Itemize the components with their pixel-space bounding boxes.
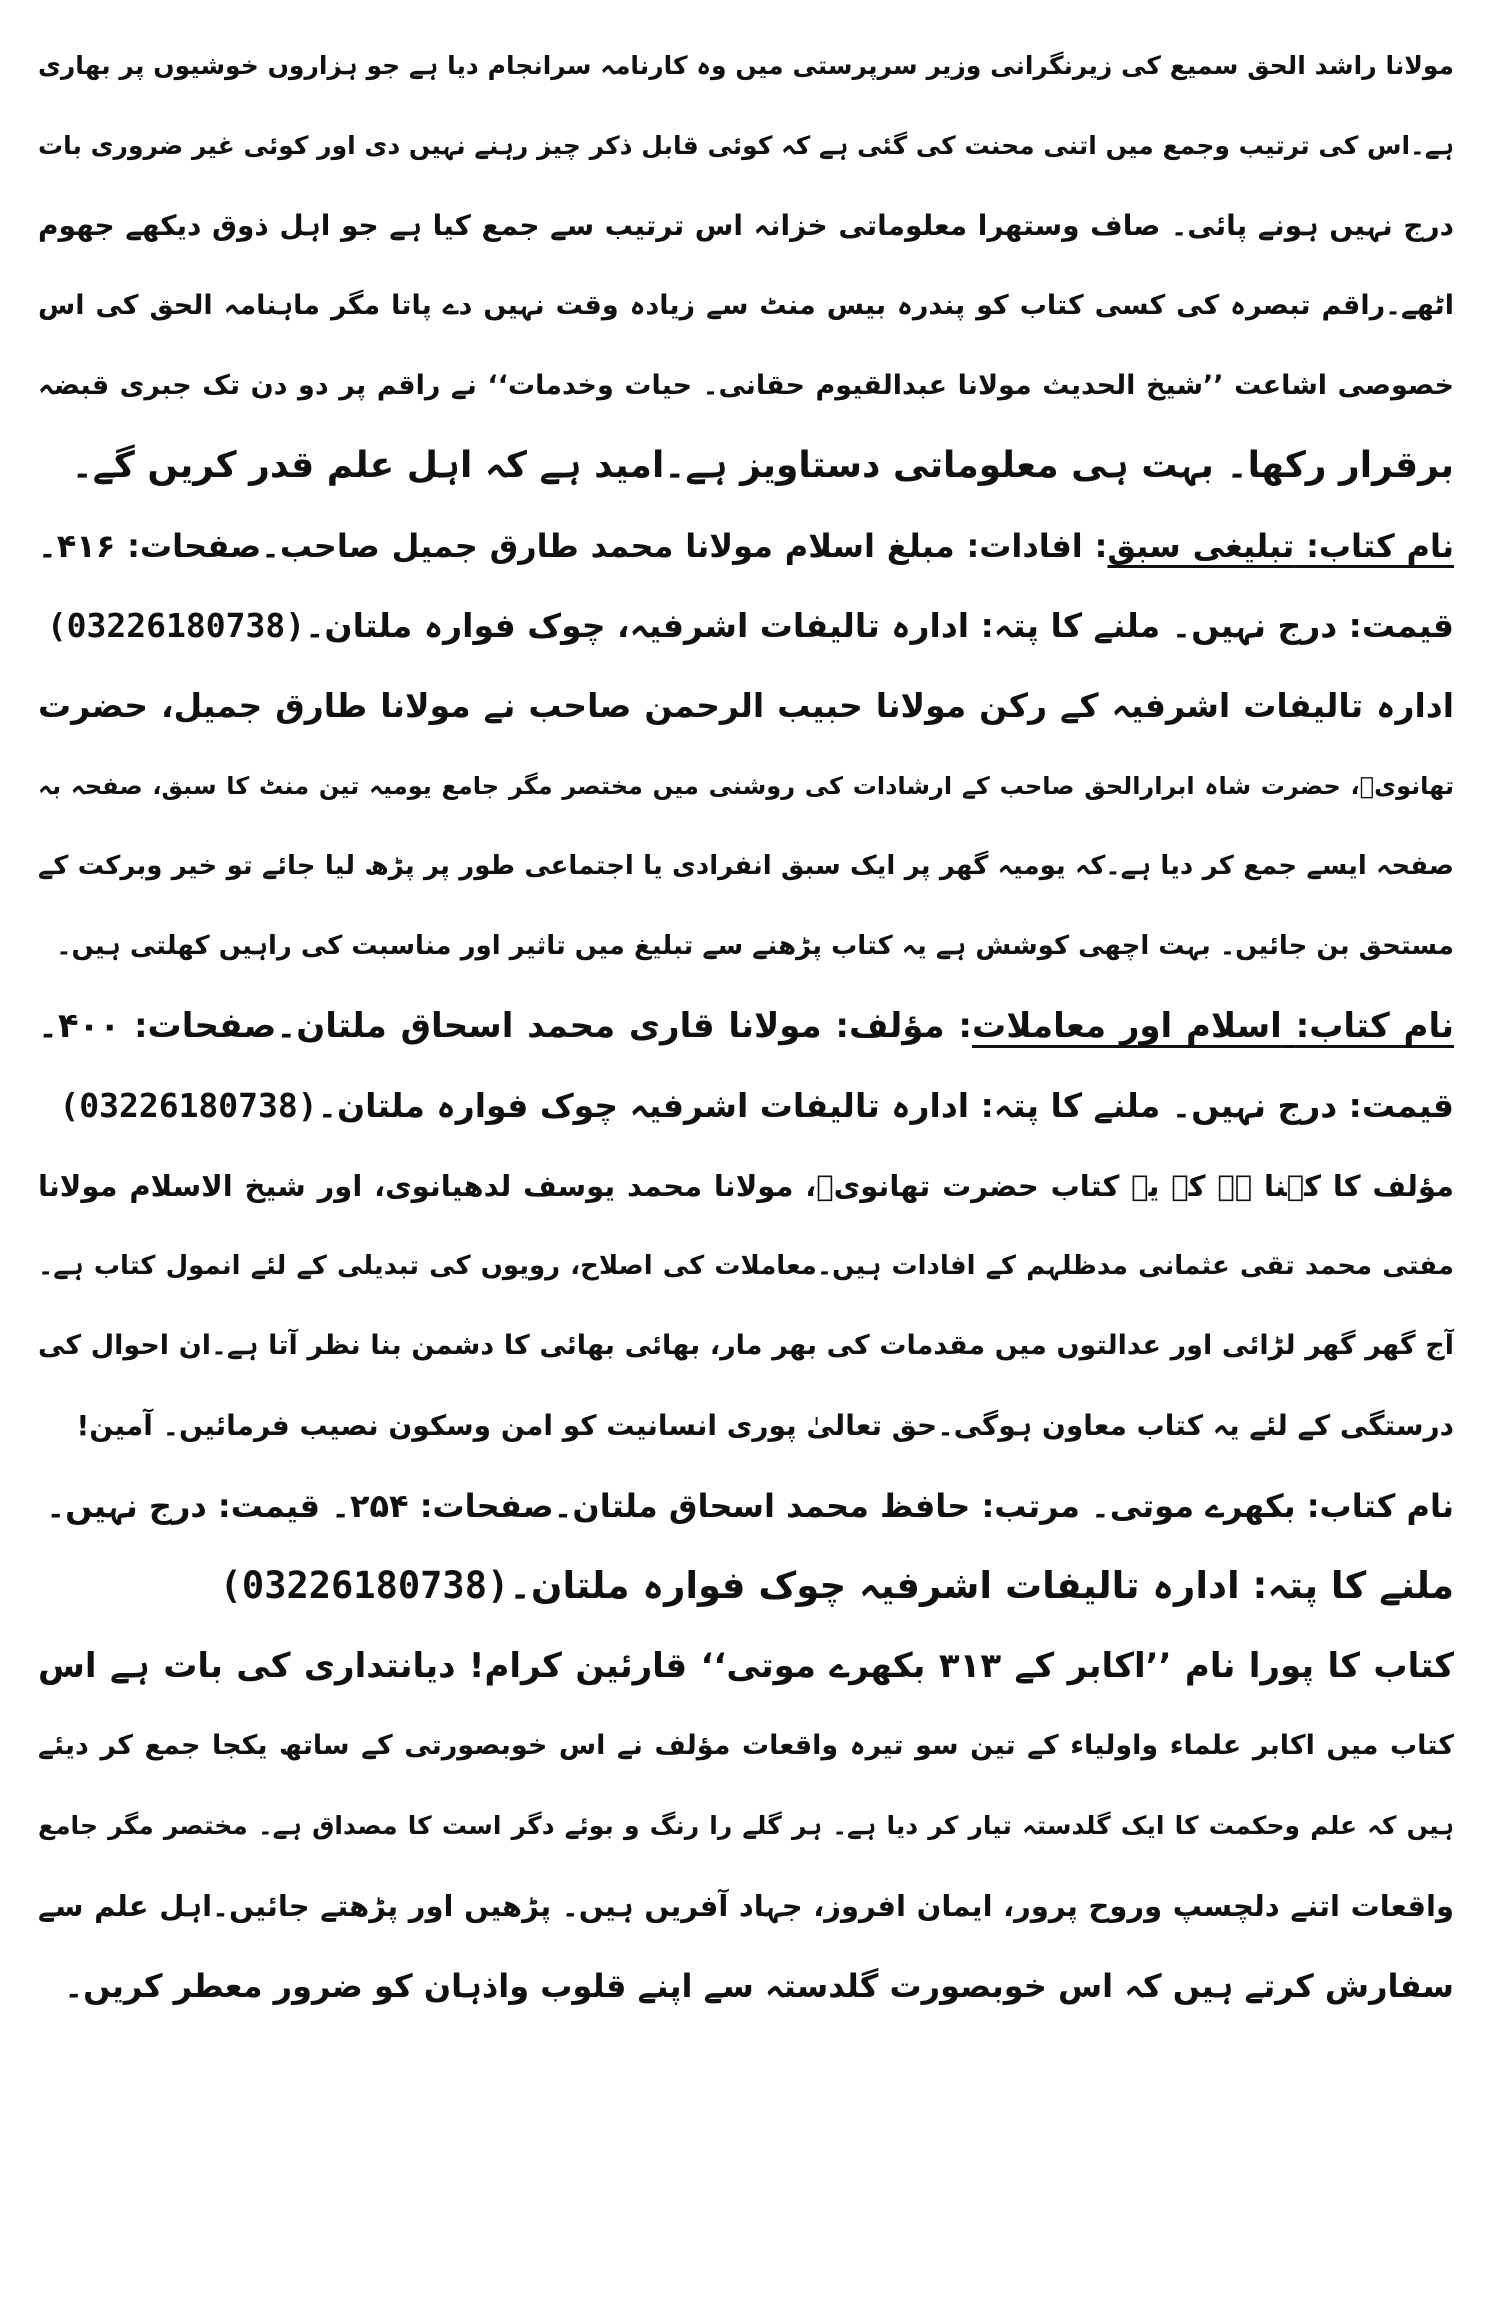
paragraph-line: درج نہیں ہونے پائی۔ صاف وستھرا معلوماتی خزانہ اس ترتیب سے جمع کیا ہے جو اہل ذوق دیکھے جھوم (38, 209, 1454, 242)
review-alhaq-special-issue (38, 26, 1454, 506)
book-name: تبلیغی سبق (1107, 527, 1295, 565)
phone-number: (03226180738) (59, 1086, 318, 1125)
book-price-address: قیمت: درج نہیں۔ ملنے کا پتہ: ادارہ تالیفات اشرفیہ، چوک فوارہ ملتان۔ (305, 606, 1454, 645)
paragraph-line: برقرار رکھا۔ بہت ہی معلوماتی دستاویز ہے۔امید ہے کہ اہل علم قدر کریں گے۔ (71, 445, 1454, 486)
paragraph-line: سفارش کرتے ہیں کہ اس خوبصورت گلدستہ سے اپنے قلوب واذہان کو ضرور معطر کریں۔ (64, 1967, 1454, 2005)
book-details: : افادات: مبلغ اسلام مولانا محمد طارق جمیل صاحب۔صفحات: ۴۱۶۔ (38, 527, 1108, 565)
phone-number: (03226180738) (219, 1564, 510, 1607)
paragraph-line: تھانویؒ، حضرت شاہ ابرارالحق صاحب کے ارشادات کی روشنی میں مختصر مگر جامع یومیہ تین منٹ کا سبق، صفحہ بہ (38, 772, 1454, 800)
book-title-line (38, 986, 1454, 1066)
book-title-line: نام کتاب: بکھرے موتی۔ مرتب: حافظ محمد اسحاق ملتان۔صفحات: ۲۵۴۔ قیمت: درج نہیں۔ (46, 1487, 1454, 1525)
paragraph-line: اٹھے۔راقم تبصرہ کی کسی کتاب کو پندرہ بیس منٹ سے زیادہ وقت نہیں دے پاتا مگر ماہنامہ الحق کی اس (38, 290, 1454, 321)
book-name-label: نام کتاب: (1295, 1006, 1454, 1046)
paragraph-line: خصوصی اشاعت ’’شیخ الحدیث مولانا عبدالقیوم حقانی۔ حیات وخدمات‘‘ نے راقم پر دو دن تک جبری قبضہ (38, 370, 1454, 401)
paragraph-line: ہے۔اس کی ترتیب وجمع میں اتنی محنت کی گئی ہے کہ کوئی قابل ذکر چیز رہنے نہیں دی اور کوئی غیر ضروری بات (38, 131, 1454, 160)
book-title (972, 1006, 1454, 1046)
book-details: : مؤلف: مولانا قاری محمد اسحاق ملتان۔صفحات: ۴۰۰۔ (38, 1006, 973, 1046)
book-entry-tablighi-sabaq (38, 506, 1454, 986)
book-price-address-line (38, 586, 1454, 666)
book-title (1107, 527, 1454, 565)
paragraph-line: ہیں کہ علم وحکمت کا ایک گلدستہ تیار کر دیا ہے۔ ہر گلے را رنگ و بوئے دگر است کا مصداق ہے۔ مختصر مگر جامع (38, 1811, 1454, 1840)
book-entry-bikhre-moti (38, 1466, 1454, 2026)
book-name: اسلام اور معاملات (972, 1006, 1282, 1046)
paragraph-line: مؤلف کا کہنا ہے کہ یہ کتاب حضرت تھانویؒ، مولانا محمد یوسف لدھیانوی، اور شیخ الاسلام مولانا (38, 1169, 1454, 1203)
paragraph-line: ادارہ تالیفات اشرفیہ کے رکن مولانا حبیب الرحمن صاحب نے مولانا طارق جمیل، حضرت (38, 686, 1454, 725)
paragraph-line: مفتی محمد تقی عثمانی مدظلہم کے افادات ہیں۔معاملات کی اصلاح، رویوں کی تبدیلی کے لئے انمول کتاب ہے۔ (38, 1251, 1454, 1281)
book-name-label: نام کتاب: (1306, 527, 1454, 565)
book-price-address: قیمت: درج نہیں۔ ملنے کا پتہ: ادارہ تالیفات اشرفیہ چوک فوارہ ملتان۔ (317, 1086, 1454, 1125)
paragraph-line: مستحق بن جائیں۔ بہت اچھی کوشش ہے یہ کتاب پڑھنے سے تبلیغ میں تاثیر اور مناسبت کی راہیں کھلتی ہیں۔ (56, 931, 1454, 961)
book-price-address-line (38, 1066, 1454, 1146)
paragraph-line: مولانا راشد الحق سمیع کی زیرنگرانی وزیر سرپرستی میں وہ کارنامہ سرانجام دیا ہے جو ہزاروں خوشیوں پر بھاری (38, 51, 1454, 80)
paragraph-line: آج گھر گھر لڑائی اور عدالتوں میں مقدمات کی بھر مار، بھائی بھائی کا دشمن بنا نظر آتا ہے۔ان احوال کی (38, 1330, 1454, 1361)
paragraph-line: واقعات اتنے دلچسپ وروح پرور، ایمان افروز، جہاد آفریں ہیں۔ پڑھیں اور پڑھتے جائیں۔اہل علم سے (38, 1889, 1454, 1923)
book-title-line (38, 506, 1454, 586)
book-address: ملنے کا پتہ: ادارہ تالیفات اشرفیہ چوک فوارہ ملتان۔ (509, 1564, 1454, 1607)
book-address-line (38, 1546, 1454, 1626)
paragraph-line: کتاب کا پورا نام ’’اکابر کے ۳۱۳ بکھرے موتی‘‘ قارئین کرام! دیانتداری کی بات ہے اس (38, 1646, 1454, 1686)
book-entry-islam-aur-muamlaat (38, 986, 1454, 1466)
paragraph-line: کتاب میں اکابر علماء واولیاء کے تین سو تیرہ واقعات مؤلف نے اس خوبصورتی کے ساتھ یکجا جمع کر دیئے (38, 1730, 1454, 1761)
paragraph-line: درستگی کے لئے یہ کتاب معاون ہوگی۔حق تعالیٰ پوری انسانیت کو امن وسکون نصیب فرمائیں۔ آمین! (76, 1409, 1454, 1442)
phone-number: (03226180738) (46, 606, 306, 645)
paragraph-line: صفحہ ایسے جمع کر دیا ہے۔کہ یومیہ گھر پر ایک سبق انفرادی یا اجتماعی طور پر پڑھ لیا جائے تو خیر وبرکت کے (38, 851, 1454, 881)
